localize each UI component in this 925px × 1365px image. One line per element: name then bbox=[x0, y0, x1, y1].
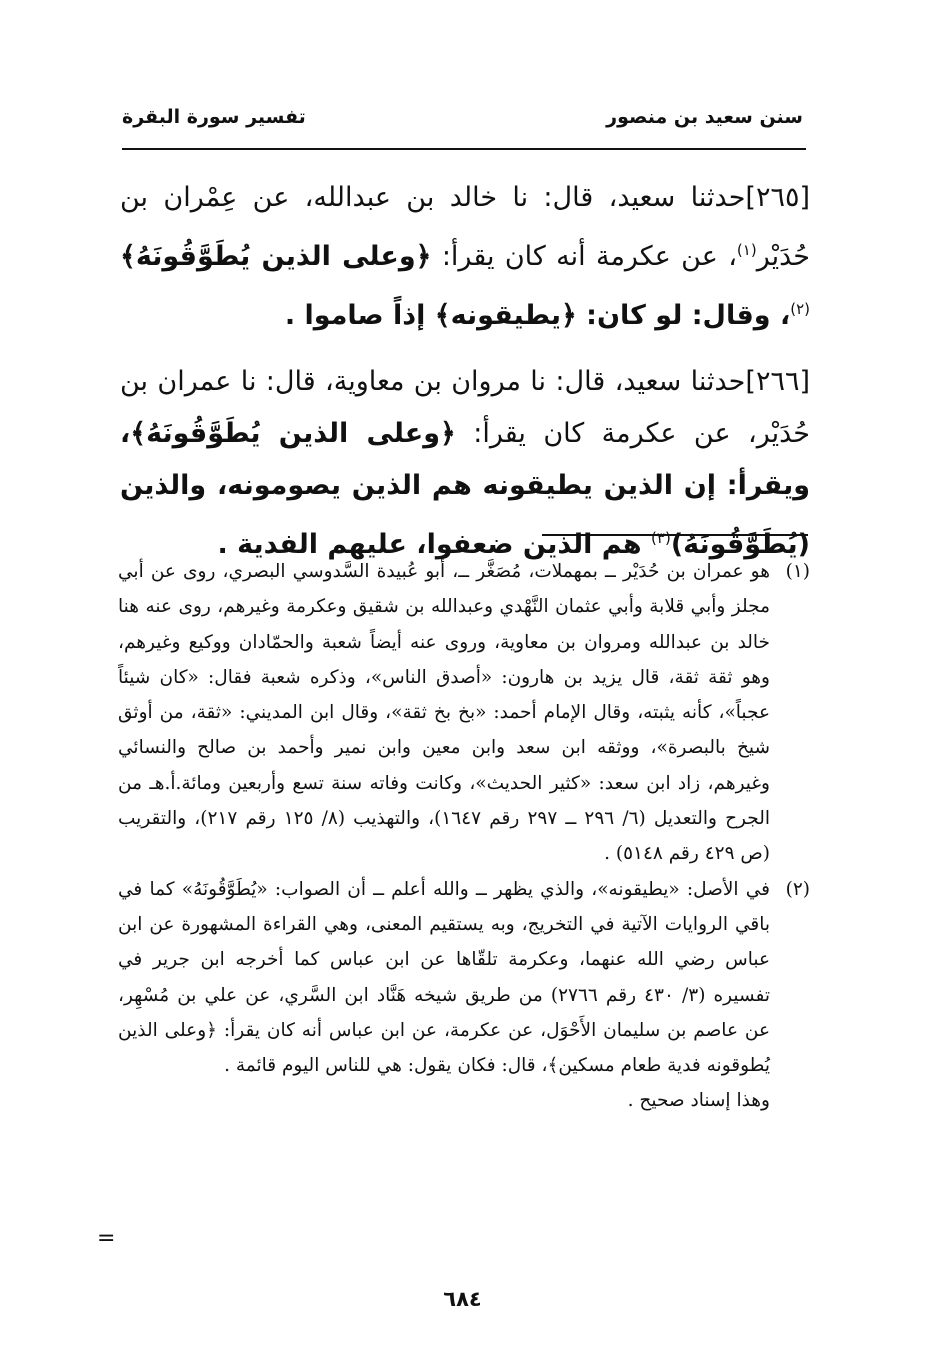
footnote-1 bbox=[118, 554, 810, 872]
footnote-2 bbox=[118, 872, 810, 1119]
footnote-body bbox=[118, 872, 770, 1119]
continuation-mark: = bbox=[97, 1226, 116, 1251]
footnote-divider bbox=[542, 534, 808, 536]
hadith-266 bbox=[120, 356, 810, 571]
hadith-text: ، وقال: لو كان: ﴿يطيقونه﴾ إذاً صاموا . bbox=[284, 300, 791, 331]
footnote-number: (٢) bbox=[785, 878, 810, 900]
footnote-paragraph: هو عمران بن حُدَيْر ــ بمهملات، مُصَغَّر ــ، أبو عُبيدة السَّدوسي البصري، روى عن أبي مجلز وأبي قلابة وأبي عثمان النَّهْدي وعبدالله بن شقيق وعكرمة وغيرهم، روى عنه هنا خالد بن عبدالله ومروان بن معاوية، وروى عنه أيضاً شعبة والحمّادان ووكيع وغيرهم، وهو ثقة ثقة، قال يزيد بن هارون: «أصدق الناس»، وذكره شعبة فقال: «كان شيئاً عجباً»، كأنه يثبته، وقال الإمام أحمد: «بخ بخ ثقة»، وقال ابن المديني: «ثقة، من أوثق شيخ بالبصرة»، ووثقه ابن سعد وابن معين وابن نمير وأحمد بن صالح والنسائي وغيرهم، زاد ابن سعد: «كثير الحديث»، وكانت وفاته سنة تسع وأربعين ومائة.أ.هـ من الجرح والتعديل (٦/ ٢٩٦ ــ ٢٩٧ رقم ١٦٤٧)، والتهذيب (٨/ ١٢٥ رقم ٢١٧)، والتقريب (ص ٤٢٩ رقم ٥١٤٨) . bbox=[118, 561, 770, 865]
hadith-number: [٢٦٦] bbox=[745, 366, 810, 397]
header-divider bbox=[122, 148, 806, 150]
hadith-text: حدثنا سعيد، قال: نا مروان بن معاوية، قال: نا عمران بن حُدَيْر، عن عكرمة كان يقرأ: bbox=[120, 366, 810, 449]
footnotes bbox=[118, 554, 810, 1119]
quran-quote: ﴿وعلى الذين يُطَوَّقُونَهُ﴾ bbox=[120, 241, 432, 272]
footnote-ref[interactable]: (٣) bbox=[651, 529, 671, 547]
footnote-ref[interactable]: (٢) bbox=[790, 300, 810, 318]
hadith-265 bbox=[120, 172, 810, 342]
hadith-text: ، عن عكرمة أنه كان يقرأ: bbox=[431, 241, 737, 272]
hadith-text: ، ويقرأ: إن الذين يطيقونه هم الذين يصومونه، والذين (يُطَوَّقُونَهُ) bbox=[120, 418, 810, 560]
quran-quote: ﴿وعلى الذين يُطَوَّقُونَهُ﴾ bbox=[130, 418, 456, 449]
footnote-body bbox=[118, 554, 770, 872]
book-title: سنن سعيد بن منصور bbox=[606, 106, 803, 128]
section-title: تفسير سورة البقرة bbox=[122, 106, 306, 128]
main-text bbox=[120, 172, 810, 585]
footnote-paragraph: في الأصل: «يطيقونه»، والذي يظهر ــ والله أعلم ــ أن الصواب: «يُطَوَّقُونَهُ» كما في باقي الروايات الآتية في التخريج، وبه يستقيم المعنى، وهي القراءة المشهورة عن ابن عباس رضي الله عنهما، وعكرمة تلقّاها عن ابن عباس كما أخرجه ابن جرير في تفسيره (٣/ ٤٣٠ رقم ٢٧٦٦) من طريق شيخه هَنَّاد ابن السَّري، عن علي بن مُسْهِر، عن عاصم بن سليمان الأَحْوَل، عن عكرمة، عن ابن عباس أنه كان يقرأ: ﴿وعلى الذين يُطوقونه فدية طعام مسكين﴾، قال: فكان يقول: هي للناس اليوم قائمة . bbox=[118, 878, 770, 1077]
footnote-number: (١) bbox=[785, 561, 810, 582]
hadith-number: [٢٦٥] bbox=[745, 182, 810, 213]
hadith-text: هم الذين ضعفوا، عليهم الفدية . bbox=[217, 529, 652, 560]
page-number: ٦٨٤ bbox=[443, 1287, 482, 1311]
running-head bbox=[122, 100, 803, 140]
hadith-text: حدثنا سعيد، قال: نا خالد بن عبدالله، عن عِمْران بن حُدَيْر bbox=[120, 182, 810, 272]
footnote-ref[interactable]: (١) bbox=[736, 241, 757, 259]
footnote-paragraph: وهذا إسناد صحيح . bbox=[627, 1090, 770, 1112]
